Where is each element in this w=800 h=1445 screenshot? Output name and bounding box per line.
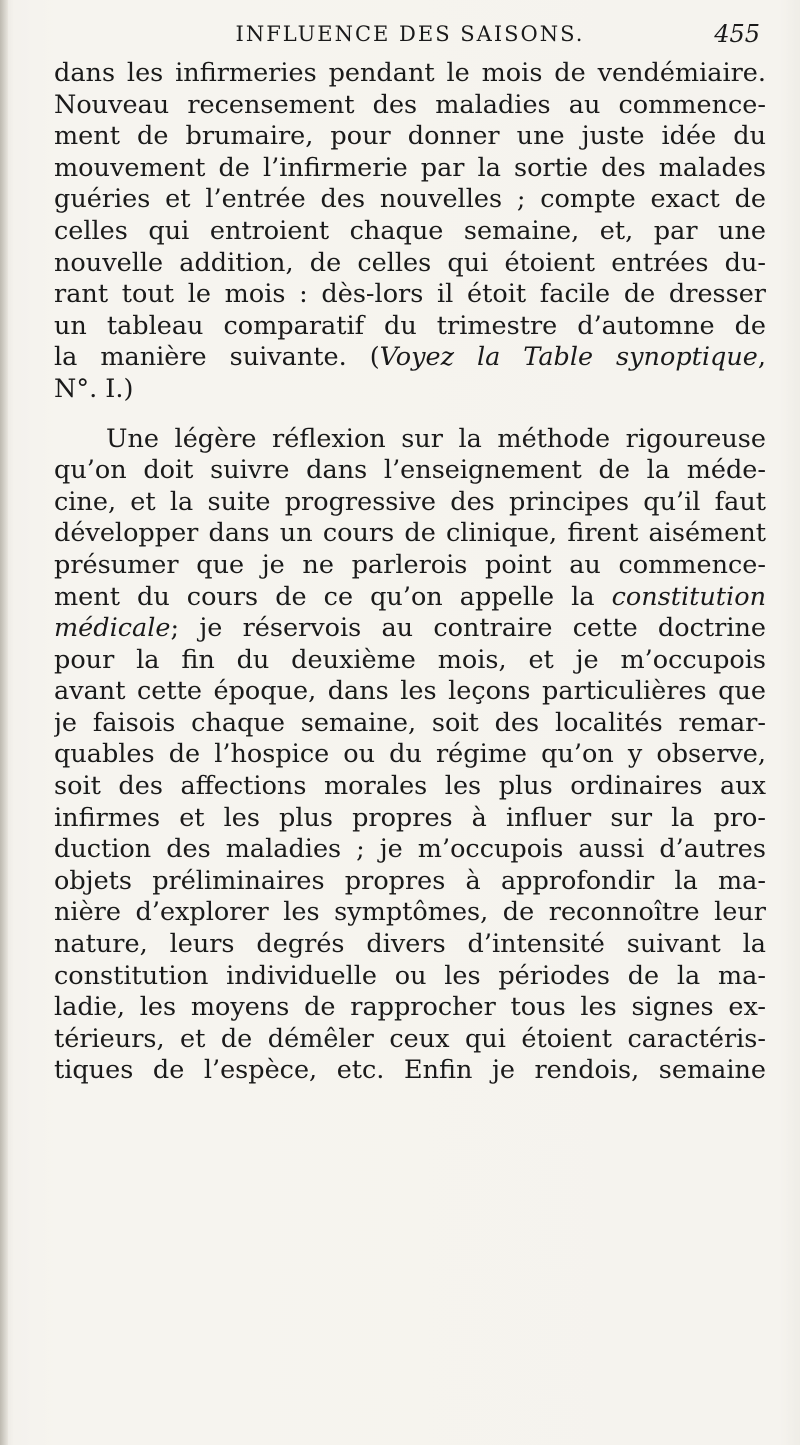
table-reference: Voyez la Table synoptique: [379, 342, 758, 373]
text-line: je faisois chaque semaine, soit des localités remar-: [54, 707, 766, 738]
text-line: rant tout le mois : dès-lors il étoit facile de dresser: [54, 279, 766, 310]
text-line: développer dans un cours de clinique, firent aisément: [54, 518, 766, 549]
text-line: ladie, les moyens de rapprocher tous les signes ex-: [54, 992, 766, 1023]
text-line: mouvement de l’infirmerie par la sortie des malades: [54, 152, 766, 183]
text-line: avant cette époque, dans les leçons particulières que: [54, 676, 766, 707]
text-line: N°. I.): [54, 373, 134, 404]
emphasis-term: médicale: [54, 613, 171, 644]
text-line: Une légère réflexion sur la méthode rigoureuse: [106, 423, 766, 454]
text-line: [54, 342, 766, 374]
text-line: quables de l’hospice ou du régime qu’on y observe,: [54, 739, 766, 770]
text-line: celles qui entroient chaque semaine, et, par une: [54, 215, 766, 246]
text-segment: ; je réservois au contraire cette doctrine: [170, 613, 766, 644]
text-line: guéries et l’entrée des nouvelles ; compte exact de: [54, 184, 766, 215]
page-header: [60, 18, 760, 54]
emphasis-term: constitution: [611, 581, 766, 612]
text-line: nouvelle addition, de celles qui étoient entrées du-: [54, 247, 766, 278]
text-line: nature, leurs degrés divers d’intensité suivant la: [54, 929, 766, 960]
text-line: dans les infirmeries pendant le mois de vendémiaire.: [54, 58, 766, 88]
running-title: INFLUENCE DES SAISONS.: [235, 22, 585, 46]
text-line: soit des affections morales les plus ordinaires aux: [54, 771, 766, 802]
paragraph-gap: [54, 406, 766, 424]
text-segment: ,: [757, 342, 766, 373]
text-line: tiques de l’espèce, etc. Enfin je rendois, semaine: [54, 1055, 766, 1086]
text-line: infirmes et les plus propres à influer sur la pro-: [54, 802, 766, 833]
text-line: objets préliminaires propres à approfondir la ma-: [54, 865, 766, 896]
body-text: [54, 58, 766, 1087]
text-segment: ment du cours de ce qu’on appelle la: [54, 581, 612, 612]
text-line: présumer que je ne parlerois point au commence-: [54, 549, 766, 580]
text-line: pour la fin du deuxième mois, et je m’occupois: [54, 644, 766, 675]
text-line: [54, 613, 766, 645]
text-line: duction des maladies ; je m’occupois aussi d’autres: [54, 834, 766, 865]
text-line: constitution individuelle ou les périodes de la ma-: [54, 960, 766, 991]
text-line: [54, 582, 766, 614]
page-number: 455: [714, 20, 760, 48]
paragraph-2: [54, 424, 766, 1087]
page-gutter: [0, 0, 8, 1445]
text-line: ment de brumaire, pour donner une juste idée du: [54, 121, 766, 152]
text-line: Nouveau recensement des maladies au commence-: [54, 89, 766, 120]
paragraph-1: [54, 58, 766, 406]
text-segment: la manière suivante. (: [54, 342, 380, 373]
text-line: nière d’explorer les symptômes, de reconnoître leur: [54, 897, 766, 928]
text-line: térieurs, et de démêler ceux qui étoient caractéris-: [54, 1023, 766, 1054]
text-line: cine, et la suite progressive des principes qu’il faut: [54, 486, 766, 517]
text-line: qu’on doit suivre dans l’enseignement de la méde-: [54, 455, 766, 486]
text-line: un tableau comparatif du trimestre d’automne de: [54, 310, 766, 341]
